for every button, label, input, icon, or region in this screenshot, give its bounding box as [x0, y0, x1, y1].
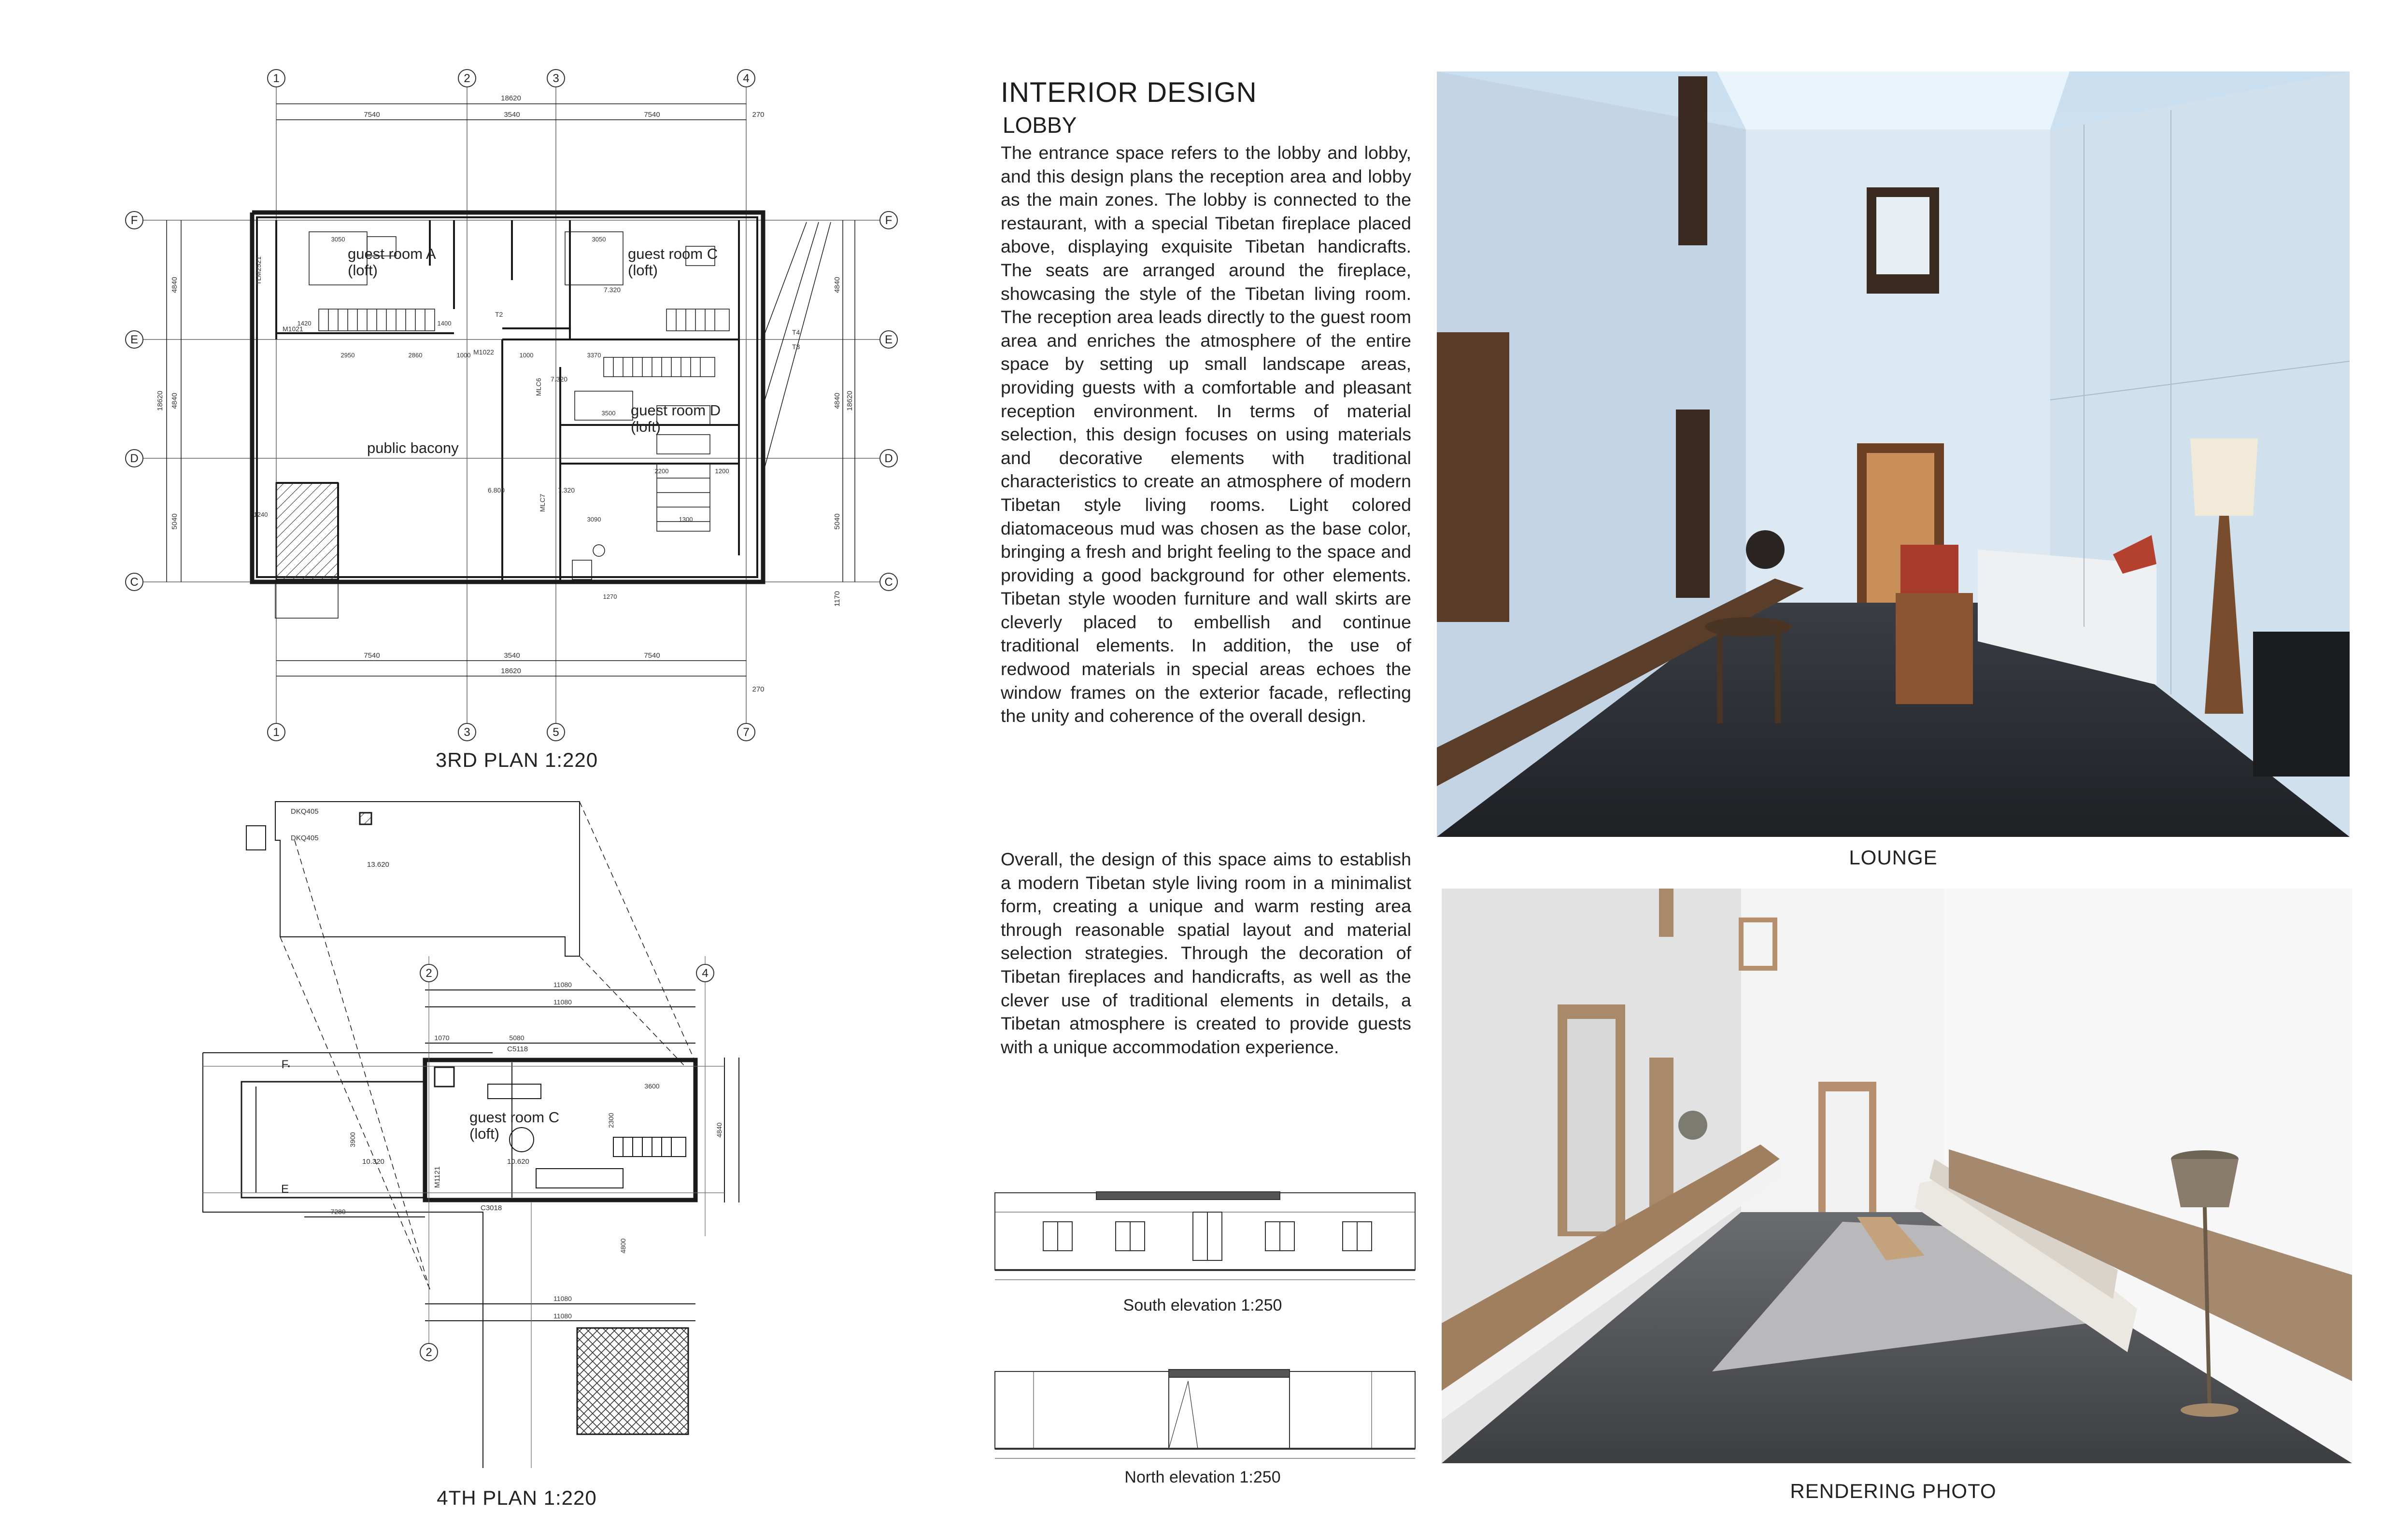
axis-label: 2 [425, 1346, 432, 1359]
axis-label: 1 [273, 72, 280, 85]
dimension: 1000 [519, 352, 534, 359]
dimension: 5040 [170, 513, 179, 530]
room-label-guest-a-sub: (loft) [348, 262, 378, 279]
axis-label: D [884, 452, 893, 465]
room-label-guest-c: guest room C [469, 1109, 560, 1126]
floor-level: 10.620 [507, 1158, 529, 1166]
dimension: 4840 [833, 277, 841, 293]
door-tag: M1022 [473, 348, 494, 356]
axis-label: E [281, 1183, 289, 1196]
dimension: 1300 [679, 516, 693, 523]
window-tag: DKQ405 [291, 834, 319, 842]
description-paragraph-2: Overall, the design of this space aims to establish a modern Tibetan style living room in a minimalist form, creating a unique and warm resting area through reasonable spatial layout and material selection strategies. Through the decoration of Tibetan fireplaces and handicrafts, as well as the clever use of traditional elements in details, a Tibetan atmosphere is created to provide guests with a unique accommodation experience. [1001, 849, 1411, 1057]
room-label-guest-a: guest room A [348, 245, 436, 262]
dimension: 4840 [715, 1122, 723, 1138]
dimension: 2300 [607, 1113, 615, 1128]
caption-lounge: LOUNGE [1849, 846, 1938, 869]
dimension: 5080 [509, 1034, 525, 1042]
dimension: 4800 [619, 1238, 627, 1254]
description-paragraph-1: The entrance space refers to the lobby and lobby, and this design plans the reception area and lobby as the main zones. The lobby is connected to the restaurant, with a special Tibetan fireplace placed above, displaying exquisite Tibetan handicrafts. The seats are arranged around the fireplace, showcasing the style of the Tibetan living room. The reception area leads directly to the guest room area and enriches the atmosphere of the entire space by setting up small landscape areas, providing guests with a comfortable and pleasant reception environment. In terms of material selection, this design focuses on using materials and decorative elements with traditional characteristics to create an atmosphere of modern Tibetan style living rooms. Light colored diatomaceous mud was chosen as the base color, bringing a fresh and bright feeling to the space and providing a good background for other elements. Tibetan style wooden furniture and wall skirts are cleverly placed to embellish and continue traditional elements. In addition, the use of redwood materials in special areas echoes the window frames on the exterior facade, reflecting the unity and coherence of the overall design. [1001, 142, 1411, 726]
axis-label: E [884, 333, 893, 346]
caption-rendering-photo: RENDERING PHOTO [1790, 1480, 1997, 1502]
axis-label: 3 [553, 72, 559, 85]
axis-label: F [885, 214, 893, 227]
third-floor-plan [116, 58, 908, 753]
axis-label: 7 [743, 726, 750, 739]
dimension: 3050 [331, 236, 345, 243]
dimension: 1200 [715, 467, 729, 475]
axis-label: 4 [743, 72, 750, 85]
section-subtitle: LOBBY [1003, 113, 1077, 138]
dimension: 3090 [587, 516, 601, 523]
room-label-guest-d-sub: (loft) [631, 418, 661, 435]
axis-label: F [281, 1058, 289, 1071]
dimension: 3540 [504, 111, 520, 119]
dimension: 18620 [501, 667, 521, 675]
dimension: 4840 [170, 277, 179, 293]
door-tag: M1021 [283, 325, 303, 333]
dimension: 4840 [170, 393, 179, 409]
floor-level: 6.800 [488, 486, 505, 494]
dimension: 3500 [601, 410, 616, 417]
dimension: 1420 [297, 320, 312, 327]
dimension: 2200 [654, 467, 669, 475]
window-tag: C5118 [507, 1045, 528, 1053]
dimension: 7540 [644, 111, 660, 119]
north-elevation-drawing [985, 1362, 1430, 1463]
dimension: 3540 [504, 651, 520, 660]
dimension: 7540 [644, 651, 660, 660]
axis-label: 2 [464, 72, 470, 85]
dimension: 11080 [553, 1312, 572, 1320]
dimension: 3370 [587, 352, 601, 359]
dimension: 1170 [833, 591, 841, 607]
floor-level: 10.320 [362, 1158, 384, 1166]
dimension: 2950 [340, 352, 355, 359]
axis-label: D [130, 452, 139, 465]
rendering-photo [1442, 889, 2352, 1463]
floor-level: 7.320 [551, 375, 568, 383]
dimension: 3900 [349, 1132, 356, 1147]
south-elevation-drawing [985, 1183, 1430, 1285]
dimension: 18620 [156, 391, 164, 411]
page-title: INTERIOR DESIGN [1001, 77, 1257, 108]
dimension: 1070 [434, 1034, 450, 1042]
axis-label: 2 [425, 967, 432, 980]
dimension: 7540 [364, 651, 380, 660]
dimension: 270 [752, 111, 765, 119]
caption-third-plan: 3RD PLAN 1:220 [435, 749, 598, 771]
dimension: 1240 [254, 511, 268, 518]
axis-label: 3 [464, 726, 470, 739]
door-tag: T3 [792, 343, 800, 351]
dimension: 11080 [553, 981, 572, 989]
axis-label: 1 [273, 726, 280, 739]
room-label-guest-c-sub: (loft) [469, 1125, 499, 1142]
door-tag: MLC6 [535, 378, 542, 396]
dimension: 11080 [553, 1295, 572, 1302]
axis-label: F [130, 214, 138, 227]
room-label-guest-c-sub: (loft) [628, 262, 658, 279]
dimension: 1400 [437, 320, 452, 327]
axis-label: 4 [702, 967, 709, 980]
dimension: 7540 [364, 111, 380, 119]
dimension: 1270 [603, 593, 617, 600]
caption-north-elevation: North elevation 1:250 [1124, 1468, 1281, 1486]
door-tag: T2 [495, 311, 503, 318]
floor-level: 7.320 [558, 486, 575, 494]
room-label-guest-c: guest room C [628, 245, 718, 262]
caption-south-elevation: South elevation 1:250 [1123, 1296, 1282, 1314]
room-label-guest-d: guest room D [631, 402, 721, 419]
dimension: 2860 [408, 352, 423, 359]
dimension: 7280 [330, 1208, 346, 1215]
dimension: 18620 [846, 391, 854, 411]
lounge-photo [1437, 71, 2350, 837]
window-tag: DKQ405 [291, 807, 319, 816]
dimension: 4840 [833, 393, 841, 409]
floor-level: 7.320 [604, 286, 621, 294]
dimension: 3050 [592, 236, 606, 243]
axis-label: E [130, 333, 139, 346]
dimension: 18620 [501, 94, 521, 102]
door-tag: TLM2521 [255, 256, 262, 285]
dimension: 3600 [644, 1082, 660, 1090]
door-tag: T4 [792, 328, 800, 336]
dimension: 5040 [833, 513, 841, 530]
door-tag: M1121 [433, 1166, 441, 1188]
floor-level: 13.620 [367, 861, 389, 869]
window-tag: C3018 [481, 1204, 502, 1212]
caption-fourth-plan: 4TH PLAN 1:220 [437, 1486, 597, 1509]
axis-label: C [130, 576, 139, 589]
dimension: 270 [752, 685, 765, 693]
room-label-public-balcony: public bacony [367, 439, 459, 456]
dimension: 1000 [456, 352, 471, 359]
axis-label: 5 [553, 726, 559, 739]
dimension: 11080 [553, 998, 572, 1006]
axis-label: C [884, 576, 893, 589]
fourth-floor-plan [188, 792, 744, 1487]
door-tag: MLC7 [539, 494, 546, 512]
